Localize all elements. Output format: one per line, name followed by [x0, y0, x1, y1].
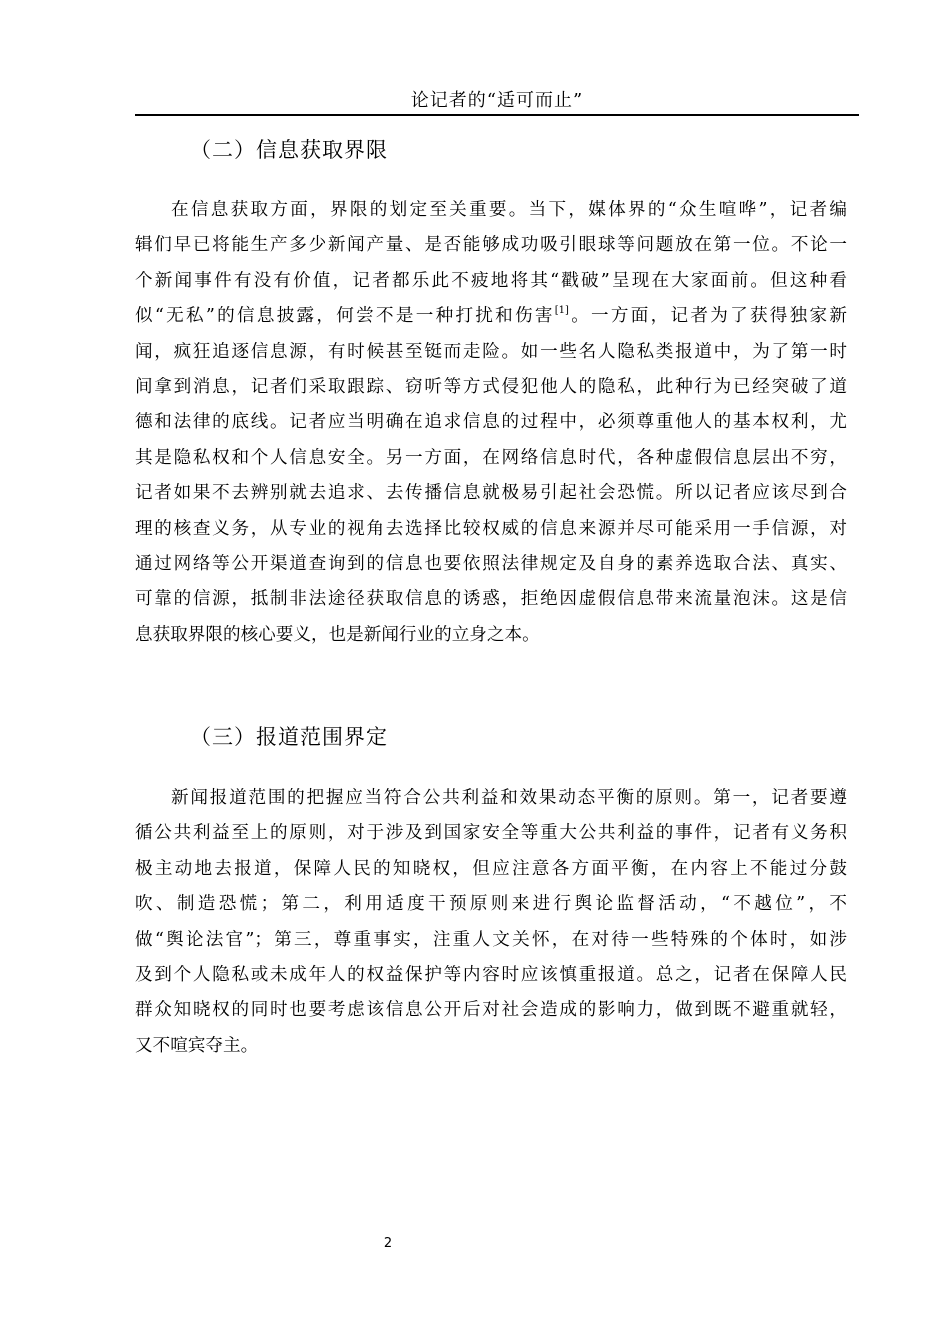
- text-line-with-citation: [135, 299, 847, 334]
- text-line: 记者如果不去辨别就去追求、去传播信息就极易引起社会恐慌。所以记者应该尽到合: [135, 483, 847, 504]
- text-line: 闻，疯狂追逐信息源，有时候甚至铤而走险。如一些名人隐私类报道中，为了第一时: [135, 341, 847, 362]
- text-line: 在信息获取方面，界限的划定至关重要。当下，媒体界的“众生喧哗”，记者编: [171, 200, 847, 220]
- text-line: 做“舆论法官”；第三，尊重事实，注重人文关怀，在对待一些特殊的个体时，如涉: [135, 929, 847, 950]
- text-segment: 似“无私”的信息披露，何尝不是一种打扰和伤害: [135, 306, 555, 327]
- text-line: 又不喧宾夺主。: [135, 1035, 259, 1056]
- text-line: 个新闻事件有没有价值，记者都乐此不疲地将其“戳破”呈现在大家面前。但这种看: [135, 270, 847, 291]
- section-heading-information-gathering: （二）信息获取界限: [190, 138, 388, 162]
- citation-marker: [1]: [554, 305, 569, 317]
- text-line: 间拿到消息，记者们采取跟踪、窃听等方式侵犯他人的隐私，此种行为已经突破了道: [135, 376, 847, 397]
- text-line: 及到个人隐私或未成年人的权益保护等内容时应该慎重报道。总之，记者在保障人民: [135, 964, 847, 985]
- text-line: 可靠的信源，抵制非法途径获取信息的诱惑，拒绝因虚假信息带来流量泡沫。这是信: [135, 589, 847, 610]
- text-line: 极主动地去报道，保障人民的知晓权，但应注意各方面平衡，在内容上不能过分鼓: [135, 858, 847, 879]
- paragraph-reporting-scope: [135, 781, 847, 1064]
- text-line: 新闻报道范围的把握应当符合公共利益和效果动态平衡的原则。第一，记者要遵: [171, 788, 847, 808]
- page-header: [135, 88, 859, 116]
- text-segment: 。一方面，记者为了获得独家新: [568, 306, 847, 327]
- page-number: 2: [383, 1236, 393, 1251]
- text-line: 辑们早已将能生产多少新闻产量、是否能够成功吸引眼球等问题放在第一位。不论一: [135, 235, 847, 256]
- text-line: 德和法律的底线。记者应当明确在追求信息的过程中，必须尊重他人的基本权利，尤: [135, 412, 847, 433]
- text-line: 其是隐私权和个人信息安全。另一方面，在网络信息时代，各种虚假信息层出不穷，: [135, 447, 847, 468]
- text-line: 理的核查义务，从专业的视角去选择比较权威的信息来源并尽可能采用一手信源，对: [135, 518, 847, 539]
- text-line: 吹、制造恐慌；第二，利用适度干预原则来进行舆论监督活动，“不越位”，不: [135, 894, 847, 915]
- text-line: 息获取界限的核心要义，也是新闻行业的立身之本。: [135, 624, 540, 645]
- running-title: 论记者的“适可而止”: [410, 90, 584, 111]
- text-line: 群众知晓权的同时也要考虑该信息公开后对社会造成的影响力，做到既不避重就轻，: [135, 1000, 847, 1021]
- section-heading-reporting-scope: （三）报道范围界定: [190, 725, 388, 749]
- text-line: 循公共利益至上的原则，对于涉及到国家安全等重大公共利益的事件，记者有义务积: [135, 823, 847, 844]
- text-line: 通过网络等公开渠道查询到的信息也要依照法律规定及自身的素养选取合法、真实、: [135, 553, 847, 574]
- paragraph-information-gathering: [135, 193, 847, 653]
